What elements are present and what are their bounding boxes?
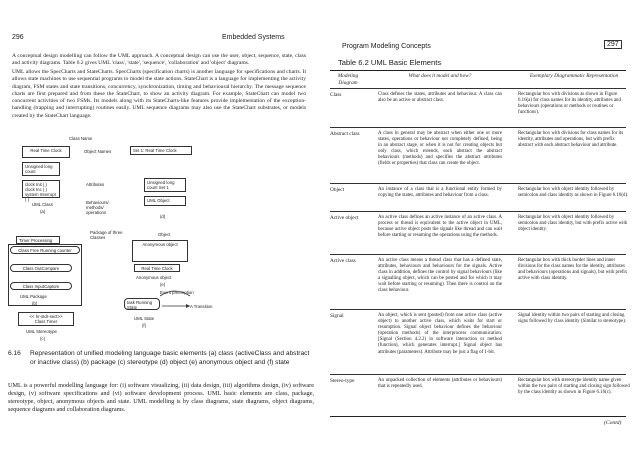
row-stereotype-representation: Rectangular box with stereotype identity name given within the two pairs of starting and closing sign followed by the class identity as shown in Figure 6.16(c). <box>518 378 630 396</box>
row-rule <box>330 309 626 310</box>
class-box-title: Real Time Clock <box>22 146 70 158</box>
left-running-title: Embedded Systems <box>222 34 285 41</box>
transition-arrows <box>160 286 200 316</box>
bottom-paragraph: UML is a powerful modelling language for: (i) software visualizing, (ii) data design, (iii) algorithms design, (iv) software design, (v) software specifications and (vi) software development process. UML basic elements are class, package, stereotype, object, anonymous objects and state. UML modelling is by class diagrams, state diagrams, object diagrams, sequence diagrams and collaboration diagrams. <box>8 382 314 413</box>
left-page <box>0 0 318 451</box>
stereotype-class-timer: Class Timer <box>34 319 58 324</box>
label-a: (a) <box>40 209 46 214</box>
attributes-label: Attributes <box>86 182 105 187</box>
row-class-definition: Class defines the states, attributes and behaviour. A class can also be an active or abstract class. <box>378 92 502 104</box>
row-stereotype-definition: An unpacked collection of elements (attributes or behaviours) that is repeatedly used. <box>378 378 502 390</box>
label-c: (c) <box>40 336 46 341</box>
anonymous-object-title: Anonymous object <box>142 242 178 247</box>
header-representation: Exemplary Diagrammatic Representation <box>529 73 619 79</box>
row-stereotype-term: Stereo-type <box>330 378 355 384</box>
class-input-capture: Class InputCapture <box>10 282 72 290</box>
row-signal-definition: An object, which is sent (posted) from one active class (active object) to another active class, which waits for start or resumption. Signal object behaviour defines the behaviour (operation methods) of the interprocess communication. [Signal (Section 4.2.2) in software interaction or method (function), which generates interrupt.] Signal object has attributes (parameters). Attribute may be just a flag of 1-bit. <box>378 313 502 355</box>
row-active-class-term: Active class <box>330 258 356 264</box>
uml-object-box: UML Object <box>144 196 186 206</box>
timer-processing-tab: Timer Processing <box>16 236 60 244</box>
event-preemption: Event preemption <box>160 290 194 295</box>
intro-paragraph: A conceptual design modelling can follow the UML approach. A conceptual design can use the user, object, sequence, state, class and activity diagrams. Table 6.2 gives UML 'class', 'state', 'sequence', 'collaboration' and 'object' diagrams. <box>12 53 306 67</box>
header-modeling-diagram: Modeling Diagram <box>337 73 359 86</box>
task-running-state: task Running State <box>124 298 160 310</box>
method-clock-inc: clock Inc ( ) <box>25 187 47 192</box>
uml-package-label: UML Package <box>20 294 47 299</box>
behaviours-label: Behaviours/ methods/ operations <box>86 200 109 215</box>
class-name-label: Class Name <box>69 136 93 141</box>
label-b: (b) <box>32 301 38 306</box>
row-rule <box>330 211 626 212</box>
row-class-term: Class <box>330 92 342 98</box>
uml-stereotype-label: UML Stereotype <box>26 329 57 334</box>
header-what-models: What does it model and how? <box>408 73 472 79</box>
a-transition: A Transition <box>190 304 213 309</box>
unsigned-long-count-set1: Unsigned long count Set 1 <box>144 178 186 192</box>
label-e: (e) <box>160 282 166 287</box>
row-signal-term: Signal <box>330 313 344 319</box>
set1-box: Set 1: Real Time Clock <box>130 146 192 155</box>
uml-state-label: UML State <box>134 316 155 321</box>
row-rule <box>330 374 626 375</box>
row-rule <box>330 183 626 184</box>
object-names-label: Object Names <box>84 149 112 154</box>
method-system-interrupt: system Interrupt ( ) <box>25 192 56 202</box>
row-object-term: Object <box>330 187 345 193</box>
right-page <box>318 0 638 451</box>
row-class-representation: Rectangular box with divisions as shown in Figure 6.16(a) for class names for its identity, attributes and behaviours (operations or methods or routines or functions). <box>518 92 621 116</box>
row-active-object-term: Active object <box>330 215 359 221</box>
row-abstract-representation: Rectangular box with divisions for class names for its identity, attributes and operations, but with prefix abstract with each abstract behaviour and attribute. <box>518 131 624 149</box>
table-title: Table 6.2 UML Basic Elements <box>338 58 442 67</box>
anonymous-object-2: Anonymous object <box>136 275 172 280</box>
figure-caption-number: 6.16 <box>8 350 21 357</box>
stereotype-box <box>18 312 74 326</box>
method-clock-init: clock Init ( ) <box>25 182 47 187</box>
row-rule <box>330 254 626 255</box>
package-label: Package of three Classes <box>90 230 123 240</box>
table-header-rule <box>330 88 626 89</box>
row-active-object-representation: Rectangular box with object identity followed by semicolon and class identity, but with prefix active with object identity. <box>518 215 628 233</box>
label-d: (d) <box>160 214 166 219</box>
row-active-class-representation: Rectangular box with thick border lines and inner divisions for the class names for the identity, attributes and behaviours (operations and signals), but with prefix active with class identity. <box>518 258 628 282</box>
row-object-definition: An instance of a class that is a functional entity formed by copying the states, attributes and behaviour from a class. <box>378 187 502 199</box>
uml-elements-figure <box>0 136 318 344</box>
class-methods-box <box>22 180 60 202</box>
right-page-number: 297 <box>604 40 622 49</box>
continued-label: (Contd) <box>604 420 622 426</box>
uml-class-label: UML Class <box>32 202 53 207</box>
row-active-class-definition: An active class means a thread class that has a defined state, attributes, behaviours and behaviours for the signals. Active class in addition, defines the control by signal behaviours (like a signalling object, which can be posted and for which it may wait before starting or resuming). Then there is control on the class behaviour. <box>378 258 502 294</box>
table-bottom-rule <box>330 416 626 417</box>
left-page-number: 296 <box>12 34 24 41</box>
label-f: (f) <box>142 323 147 328</box>
object-label: Object <box>158 232 171 237</box>
row-rule <box>330 127 626 128</box>
row-signal-representation: Signal identity within two pairs of starting and closing signs followed by class identity (Similar to stereotype). <box>518 313 627 325</box>
table-top-rule <box>330 70 626 71</box>
figure-caption: Representation of unified modeling language basic elements (a) class (activeClass and abstract or inactive class) (b) package (c) stereotype (d) object (e) anonymous object and (f) state <box>30 350 310 366</box>
class-out-compare: Class OutCompare <box>10 264 72 272</box>
row-abstract-definition: A class in general may be abstract when either one or more states, operations or behaviour not completely defined, being in an abstract stage, or when it is not for creating objects but only class, which extends, each abstract the abstract behaviours (methods) and specifies the abstract attributes (fields or properties) that class can create the object. <box>378 131 502 167</box>
row-abstract-term: Abstract class <box>330 131 360 137</box>
second-paragraph: UML allows the SpecCharts and StateCharts. SpecCharts (specification charts) is another language for specifications and charts. It allows state machines to use sequential programs to model the state actions. StateChart is a language for implementing the activity diagram, FSM states and state transitions, concurrency, synchronization, timing and behavioural hierarchy. The message sequence charts are first prepared and from these the StateChart, to show an activity diagram. For example, StateChart can model two concurrent activities of two FSMs. Its models along with its StateCharts-like features provide implementation of the exception-handling (trapping and interrupting) routines easily. UML sequence diagrams may also use the StateChart substrates, or models created by the StateChart language. <box>12 69 306 119</box>
anonymous-object-box <box>132 240 188 262</box>
row-object-representation: Rectangular box with object identity followed by semicolon and class identity as shown in Figure 6.16(d). <box>518 187 629 199</box>
class-free-running-counter: Class Free Running counter <box>10 246 80 254</box>
real-time-clock-object: Real Time Clock <box>134 264 180 272</box>
unsigned-long-count: Unsigned long count <box>22 162 60 176</box>
stereotype-tag: << hr-stdr-sect>> <box>29 314 63 319</box>
row-active-object-definition: An active class defines an active instance of an active class. A process or thread is equivalent to the active object in UML, because active object posts the signals like thread and can wait before starting or resuming the operations using the methods. <box>378 215 502 239</box>
right-running-title: Program Modeling Concepts <box>342 43 431 50</box>
